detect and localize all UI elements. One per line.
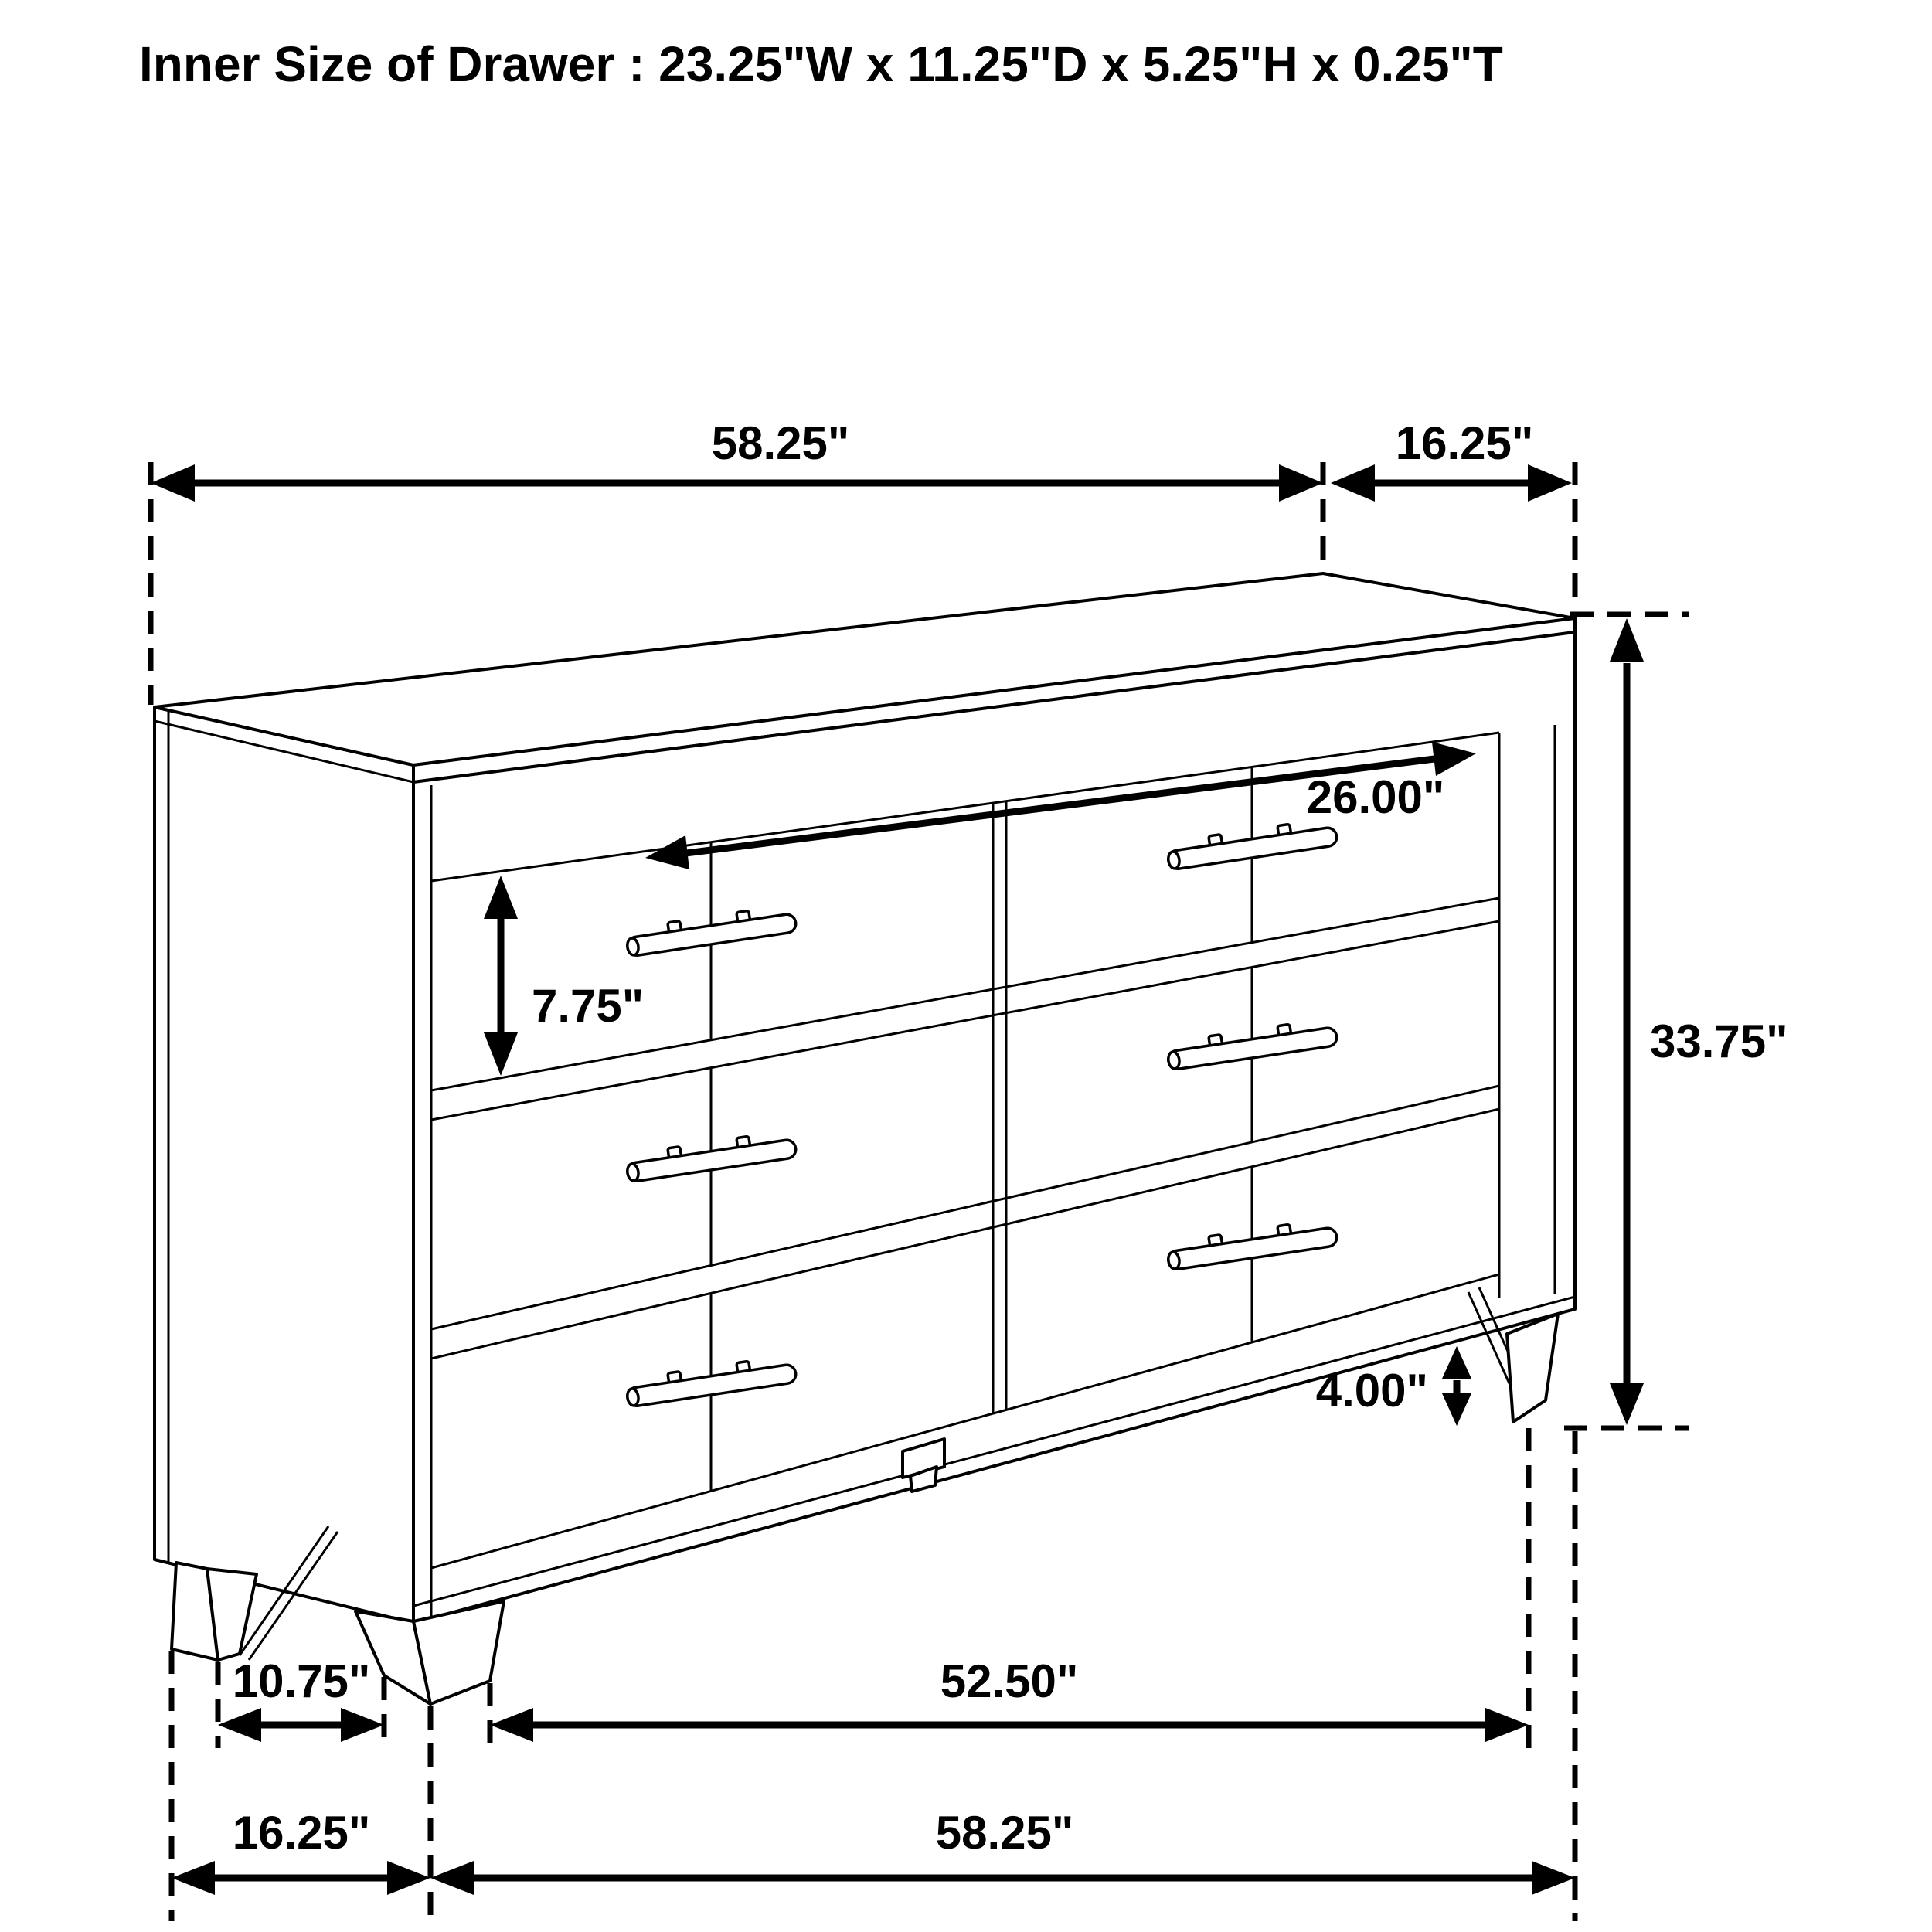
- top-width-label: 58.25": [711, 417, 850, 469]
- front-left-leg: [355, 1601, 504, 1704]
- dresser-drawing: [155, 573, 1575, 1704]
- drawer-width-label: 26.00": [1306, 771, 1445, 823]
- base-width-label: 58.25": [935, 1807, 1074, 1859]
- leg-gap-label: 10.75": [232, 1655, 371, 1707]
- base-depth-label: 16.25": [232, 1807, 371, 1859]
- overall-height-label: 33.75": [1650, 1015, 1788, 1067]
- dim-overall-height: [1564, 614, 1788, 1428]
- front-span-label: 52.50": [940, 1655, 1079, 1707]
- left-side-panel: [155, 707, 413, 1623]
- drawer-height-label: 7.75": [532, 980, 645, 1032]
- dim-leg-gap: [218, 1655, 384, 1748]
- top-depth-label: 16.25": [1395, 417, 1534, 469]
- page-title: Inner Size of Drawer : 23.25"W x 11.25"D x 5.25"H x 0.25"T: [139, 36, 1503, 92]
- leg-height-label: 4.00": [1315, 1365, 1428, 1417]
